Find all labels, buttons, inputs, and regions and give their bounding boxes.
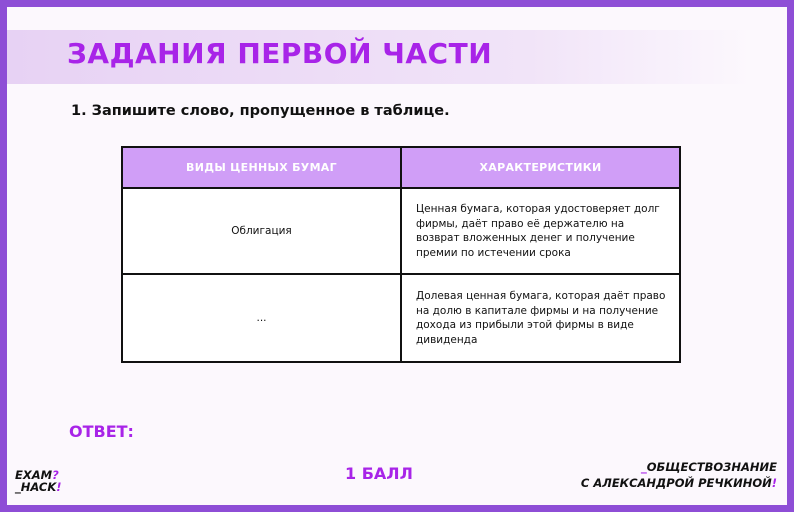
course-line-2 bbox=[581, 475, 777, 491]
answer-label: ОТВЕТ: bbox=[69, 422, 134, 441]
course-author: С АЛЕКСАНДРОЙ РЕЧКИНОЙ bbox=[580, 476, 772, 490]
column-header-characteristics: ХАРАКТЕРИСТИКИ bbox=[401, 147, 680, 188]
table-cell-description: Ценная бумага, которая удостоверяет долг фирмы, даёт право её держателю на возврат вложенных денег и получение премии по истечении срока bbox=[401, 188, 680, 274]
course-exclamation-mark: ! bbox=[771, 476, 777, 490]
securities-table bbox=[121, 146, 681, 363]
examhack-logo bbox=[15, 469, 62, 493]
table-cell-missing-term: ... bbox=[122, 274, 401, 362]
course-subject: ОБЩЕСТВОЗНАНИЕ bbox=[646, 460, 777, 474]
question-text: 1. Запишите слово, пропущенное в таблице. bbox=[71, 103, 450, 119]
table-row bbox=[122, 188, 680, 274]
logo-underscore: _ bbox=[15, 480, 21, 494]
slide bbox=[7, 7, 787, 505]
column-header-types: ВИДЫ ЦЕННЫХ БУМАГ bbox=[122, 147, 401, 188]
table-header-row bbox=[122, 147, 680, 188]
course-line-1 bbox=[581, 459, 777, 475]
table-row bbox=[122, 274, 680, 362]
course-signature bbox=[581, 459, 777, 491]
table-cell-term: Облигация bbox=[122, 188, 401, 274]
logo-word-exam: EXAM bbox=[15, 468, 53, 482]
logo-word-hack: HACK bbox=[20, 480, 57, 494]
logo-line-2 bbox=[15, 481, 62, 493]
logo-question-mark: ? bbox=[52, 468, 59, 482]
course-underscore: _ bbox=[640, 460, 647, 474]
score-label: 1 БАЛЛ bbox=[345, 464, 413, 483]
table-cell-description: Долевая ценная бумага, которая даёт право на долю в капитале фирмы и на получение дохода из прибыли этой фирмы в виде дивиденда bbox=[401, 274, 680, 362]
page-title: ЗАДАНИЯ ПЕРВОЙ ЧАСТИ bbox=[67, 37, 493, 70]
logo-exclamation-mark: ! bbox=[56, 480, 62, 494]
